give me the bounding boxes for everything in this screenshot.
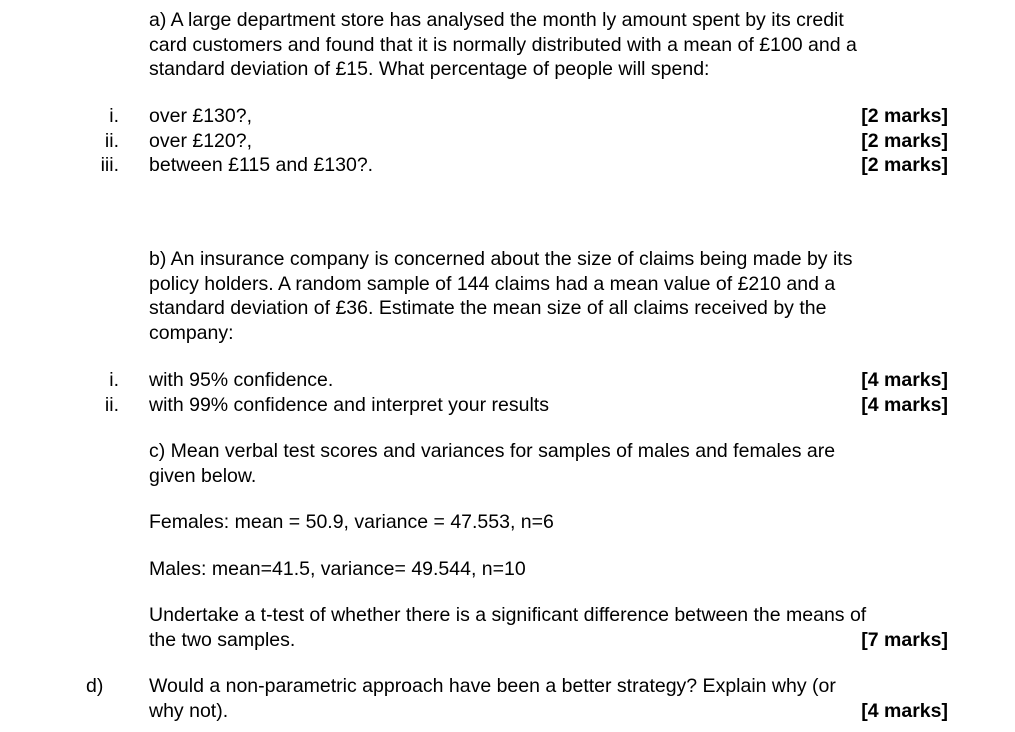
part-d-number: d)	[86, 675, 104, 697]
part-c-marks: [7 marks]	[861, 628, 948, 651]
part-a-intro-line: a) A large department store has analysed the month ly amount spent by its credit	[149, 9, 844, 31]
part-c-task-line	[0, 603, 1015, 628]
item-text: between £115 and £130?.	[149, 154, 374, 176]
part-a-intro-line: standard deviation of £15. What percentage of people will spend:	[149, 58, 710, 80]
item-marks: [4 marks]	[861, 393, 948, 416]
item-marks: [4 marks]	[861, 369, 948, 391]
part-d-line	[0, 699, 1015, 724]
item-number: i.	[109, 105, 119, 127]
part-b-intro-line: policy holders. A random sample of 144 claims had a mean value of £210 and a	[149, 272, 836, 295]
part-b-item	[0, 393, 1015, 418]
part-a-item	[0, 104, 1015, 129]
part-a-item	[0, 129, 1015, 154]
males-stats-text: Males: mean=41.5, variance= 49.544, n=10	[149, 558, 526, 580]
part-c-intro-line: c) Mean verbal test scores and variances for samples of males and females are	[149, 440, 836, 462]
part-b-intro-line: company:	[149, 321, 234, 344]
item-number: i.	[109, 369, 119, 391]
item-text: over £120?,	[149, 129, 252, 152]
item-number: iii.	[100, 154, 119, 176]
part-a-item	[0, 153, 1015, 178]
item-number: ii.	[104, 129, 119, 152]
part-d-line	[0, 674, 1015, 699]
item-marks: [2 marks]	[861, 154, 948, 176]
part-b-intro	[149, 247, 949, 345]
part-c-task-text: Undertake a t-test of whether there is a significant difference between the means of	[149, 604, 867, 626]
part-b-item	[0, 368, 1015, 393]
part-c-intro	[149, 439, 949, 488]
part-d-text: why not).	[149, 699, 229, 722]
part-c-task-line	[0, 628, 1015, 653]
males-stats	[0, 557, 1015, 582]
item-text: with 95% confidence.	[149, 369, 334, 391]
item-number: ii.	[104, 393, 119, 416]
females-stats	[0, 510, 1015, 535]
part-d-marks: [4 marks]	[861, 699, 948, 722]
part-a-intro-line: card customers and found that it is normally distributed with a mean of £100 and a	[149, 33, 857, 56]
females-stats-text: Females: mean = 50.9, variance = 47.553, n=6	[149, 511, 554, 533]
item-marks: [2 marks]	[861, 105, 948, 127]
item-text: with 99% confidence and interpret your results	[149, 393, 549, 416]
part-a-intro	[149, 8, 949, 82]
part-b-intro-line: standard deviation of £36. Estimate the mean size of all claims received by the	[149, 297, 827, 319]
part-b-intro-line: b) An insurance company is concerned about the size of claims being made by its	[149, 248, 853, 270]
part-c-intro-line: given below.	[149, 464, 257, 487]
part-c-task-text: the two samples.	[149, 628, 296, 651]
part-d-text: Would a non-parametric approach have been a better strategy? Explain why (or	[149, 675, 836, 697]
item-text: over £130?,	[149, 105, 252, 127]
item-marks: [2 marks]	[861, 129, 948, 152]
